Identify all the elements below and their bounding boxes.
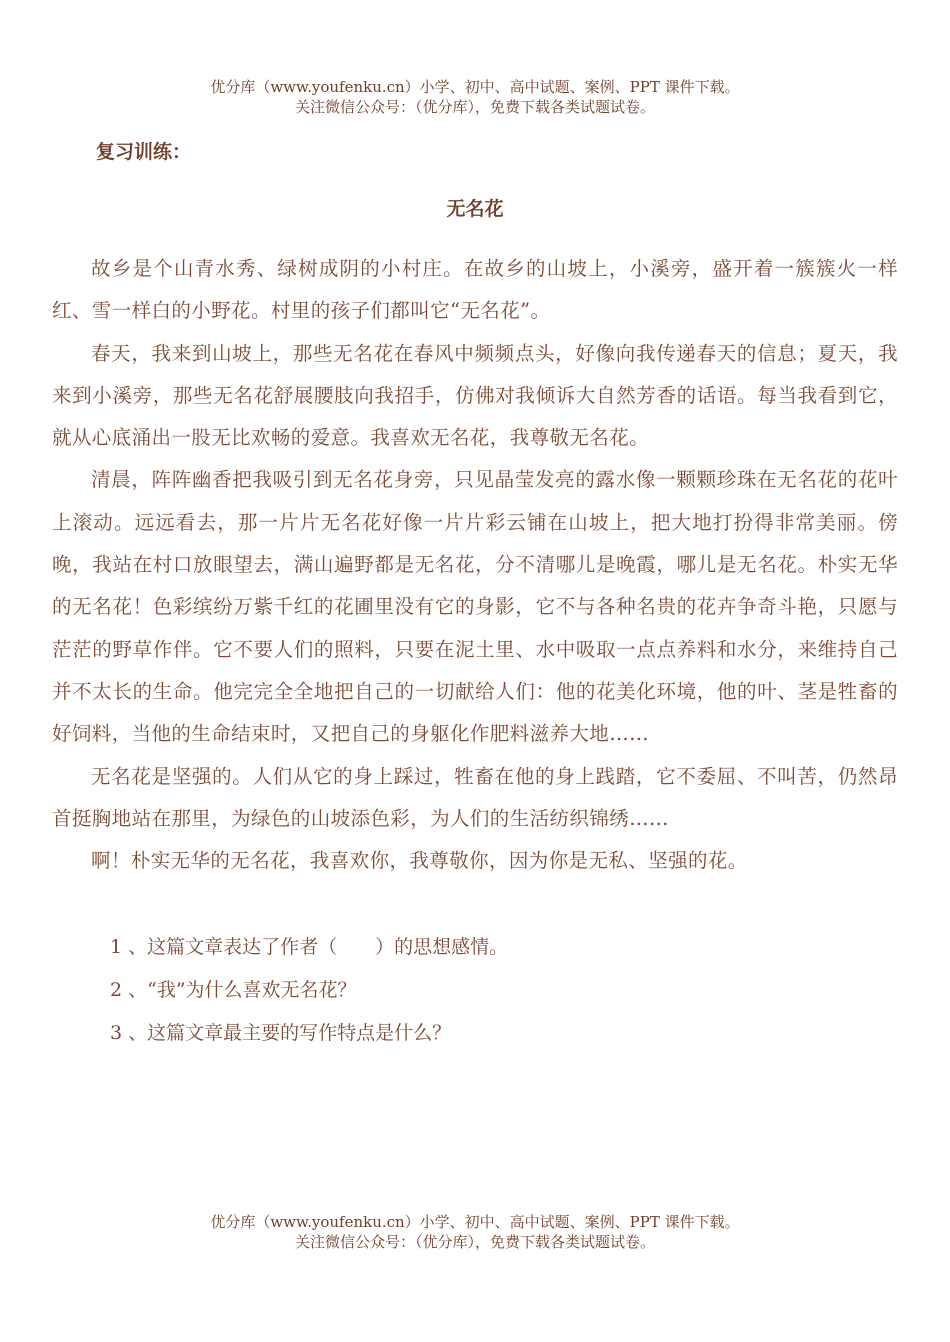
question-1: 1 、这篇文章表达了作者（ ）的思想感情。 (110, 936, 509, 958)
header-line-1: 优分库（www.youfenku.cn）小学、初中、高中试题、案例、PPT 课件下载。 (210, 78, 740, 96)
footer-line-2: 关注微信公众号：（优分库），免费下载各类试题试卷。 (294, 1233, 655, 1251)
article-title: 无名花 (446, 198, 504, 220)
question-list (110, 926, 890, 1055)
paragraph-5: 啊！朴实无华的无名花，我喜欢你，我尊敬你，因为你是无私、坚强的花。 (91, 849, 748, 873)
question-3: 3 、这篇文章最主要的写作特点是什么？ (110, 1022, 452, 1044)
article-body (52, 248, 898, 882)
section-label: 复习训练： (96, 141, 192, 163)
question-2: 2 、“我”为什么喜欢无名花？ (110, 979, 357, 1001)
footer-line-1: 优分库（www.youfenku.cn）小学、初中、高中试题、案例、PPT 课件下载。 (210, 1213, 740, 1231)
paragraph-1: 故乡是个山青水秀、绿树成阴的小村庄。在故乡的山坡上，小溪旁，盛开着一簇簇火一样红、雪一样白的小野花。村里的孩子们都叫它“无名花”。 (52, 257, 898, 323)
paragraph-2: 春天，我来到山坡上，那些无名花在春风中频频点头，好像向我传递春天的信息；夏天，我来到小溪旁，那些无名花舒展腰肢向我招手，仿佛对我倾诉大自然芳香的话语。每当我看到它，就从心底涌出一股无比欢畅的爱意。我喜欢无名花，我尊敬无名花。 (52, 341, 898, 450)
header-line-2: 关注微信公众号：（优分库），免费下载各类试题试卷。 (294, 98, 655, 116)
paragraph-4: 无名花是坚强的。人们从它的身上踩过，牲畜在他的身上践踏，它不委屈、不叫苦，仍然昂首挺胸地站在那里，为绿色的山坡添色彩，为人们的生活纺织锦绣…… (52, 764, 898, 830)
paragraph-3: 清晨，阵阵幽香把我吸引到无名花身旁，只见晶莹发亮的露水像一颗颗珍珠在无名花的花叶上滚动。远远看去，那一片片无名花好像一片片彩云铺在山坡上，把大地打扮得非常美丽。傍晚，我站在村口放眼望去，满山遍野都是无名花，分不清哪儿是晚霞，哪儿是无名花。朴实无华的无名花！色彩缤纷万紫千红的花圃里没有它的身影，它不与各种名贵的花卉争奇斗艳，只愿与茫茫的野草作伴。它不要人们的照料，只要在泥土里、水中吸取一点点养料和水分，来维持自己并不太长的生命。他完完全全地把自己的一切献给人们：他的花美化环境，他的叶、茎是牲畜的好饲料，当他的生命结束时，又把自己的身躯化作肥料滋养大地…… (52, 468, 898, 746)
